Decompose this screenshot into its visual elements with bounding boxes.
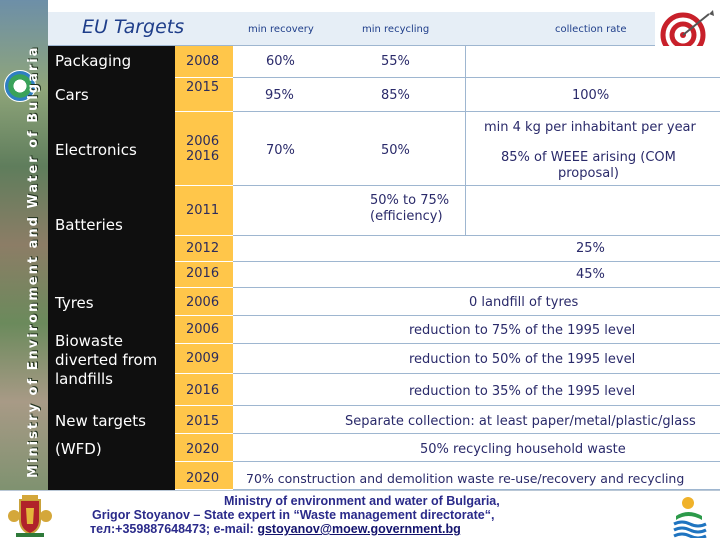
col-header-collection: collection rate [555, 24, 627, 35]
column-divider [465, 112, 466, 186]
row-electronics [48, 112, 720, 186]
row-biowaste [48, 316, 720, 406]
ministry-logo-icon [668, 494, 714, 538]
collection-text: 85% of WEEE arising (COM [501, 150, 676, 165]
category-biowaste: diverted from [55, 351, 158, 369]
year-cell: 2015 [186, 414, 220, 429]
row-batteries [48, 186, 720, 288]
footer-phone: тел:+359887648473; e-mail: [90, 522, 258, 536]
category-biowaste: landfills [55, 370, 113, 388]
footer-email-link[interactable]: gstoyanov@moew.government.bg [257, 522, 461, 536]
target-text: Separate collection: at least paper/metal/plastic/glass [345, 414, 696, 429]
recycling-value: 85% [381, 88, 410, 103]
year-cell: 2016 [186, 383, 220, 398]
side-banner [0, 0, 48, 490]
row-tyres [48, 288, 720, 316]
recycling-value: 50% [381, 143, 410, 158]
collection-text: proposal) [558, 166, 619, 181]
category-biowaste: Biowaste [55, 332, 124, 350]
targets-table [48, 46, 720, 490]
bulgarian-coat-of-arms-icon [6, 494, 54, 538]
category-batteries: Batteries [55, 216, 123, 234]
recycling-text: (efficiency) [370, 209, 443, 224]
category-new-targets: New targets [55, 412, 146, 430]
recycling-text: 50% to 75% [370, 193, 450, 208]
recovery-value: 60% [266, 54, 295, 69]
year-cell: 2012 [186, 241, 220, 256]
year-cell: 2006 [186, 295, 220, 310]
category-tyres: Tyres [55, 294, 94, 312]
col-header-recovery: min recovery [248, 24, 314, 35]
category-cars: Cars [55, 86, 89, 104]
year-cell: 2006 [186, 322, 220, 337]
collection-value: 100% [572, 88, 610, 103]
collection-value: 25% [576, 241, 605, 256]
target-text: reduction to 50% of the 1995 level [409, 352, 636, 367]
collection-text: min 4 kg per inhabitant per year [484, 120, 696, 135]
target-text: 0 landfill of tyres [469, 295, 579, 310]
year-cell: 2006 [186, 134, 220, 149]
recycling-value: 55% [381, 54, 410, 69]
row-packaging [48, 46, 720, 78]
footer-ministry: Ministry of environment and water of Bulgaria, [224, 494, 500, 508]
year-cell: 2011 [186, 203, 220, 218]
target-text: reduction to 75% of the 1995 level [409, 323, 636, 338]
category-electronics: Electronics [55, 141, 137, 159]
recovery-value: 95% [265, 88, 294, 103]
year-cell: 2016 [186, 149, 220, 164]
target-text: 50% recycling household waste [420, 442, 626, 457]
footer-contact [90, 522, 461, 536]
row-cars [48, 78, 720, 112]
category-new-targets: (WFD) [55, 440, 102, 458]
year-cell: 2016 [186, 266, 220, 281]
recovery-value: 70% [266, 143, 295, 158]
year-cell: 2020 [186, 471, 220, 486]
slide-title: EU Targets [82, 16, 185, 38]
year-cell: 2015 [186, 80, 220, 95]
year-cell: 2009 [186, 351, 220, 366]
side-banner-text: Ministry of Environment and Water of Bulgaria [26, 45, 41, 478]
column-divider [465, 46, 466, 112]
target-text: 70% construction and demolition waste re-use/recovery and recycling [246, 471, 685, 486]
target-text: reduction to 35% of the 1995 level [409, 384, 636, 399]
column-divider [465, 186, 466, 236]
col-header-recycling: min recycling [362, 24, 430, 35]
footer-author: Grigor Stoyanov – State expert in “Waste management directorate“, [92, 508, 495, 522]
category-packaging: Packaging [55, 52, 132, 70]
collection-value: 45% [576, 267, 605, 282]
year-cell: 2020 [186, 442, 220, 457]
year-cell: 2008 [186, 54, 220, 69]
row-new-targets [48, 406, 720, 490]
